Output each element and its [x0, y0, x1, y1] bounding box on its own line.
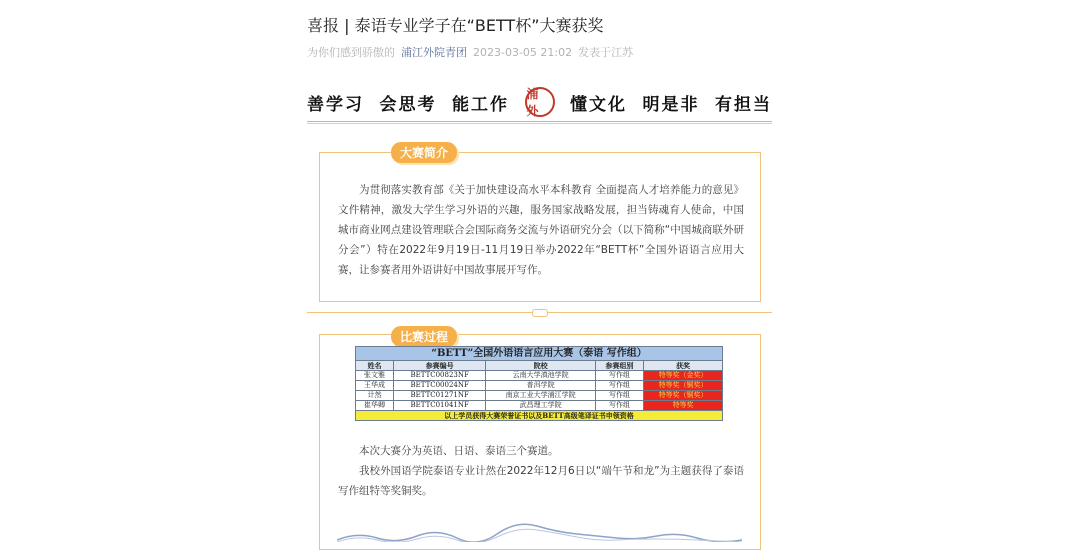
cell-id: BETTC00823NF — [393, 371, 485, 381]
table-row — [356, 371, 723, 381]
publish-time: 2023-03-05 21:02 — [473, 46, 573, 59]
cell-school: 云南大学滇池学院 — [486, 371, 596, 381]
cell-prize: 特等奖（铜奖） — [644, 391, 723, 401]
cell-name: 张文雅 — [356, 371, 394, 381]
cell-prize: 特等奖（铜奖） — [644, 381, 723, 391]
award-header-id: 参赛编号 — [393, 361, 485, 371]
cell-prize: 特等奖（金奖） — [644, 371, 723, 381]
account-link[interactable]: 浦江外院青团 — [401, 46, 467, 59]
award-table-footer: 以上学员获得大赛荣誉证书以及BETT高级笔译证书申领资格 — [356, 411, 723, 421]
cell-school: 武昌理工学院 — [486, 401, 596, 411]
process-label: 比赛过程 — [391, 326, 457, 347]
cell-prize: 特等奖 — [644, 401, 723, 411]
award-header-group: 参赛组别 — [595, 361, 643, 371]
table-row — [356, 381, 723, 391]
cell-group: 写作组 — [595, 371, 643, 381]
motto-phrase-1: 善学习 — [307, 94, 364, 115]
cell-id: BETTC01041NF — [393, 401, 485, 411]
cell-group: 写作组 — [595, 391, 643, 401]
cell-group: 写作组 — [595, 381, 643, 391]
publish-location: 发表于江苏 — [578, 46, 634, 59]
school-seal-icon: 浦外 — [525, 87, 555, 117]
award-table — [355, 346, 723, 421]
process-paragraph-1: 本次大赛分为英语、日语、泰语三个赛道。 — [359, 445, 559, 457]
cell-name: 崔华卿 — [356, 401, 394, 411]
article-meta — [307, 44, 633, 60]
process-paragraph-2: 我校外国语学院泰语专业计然在2022年12月6日以“端午节和龙”为主题获得了泰语写作组特等奖铜奖。 — [338, 465, 744, 497]
motto-phrase-5: 明是非 — [642, 94, 700, 115]
divider-ornament-icon — [532, 309, 548, 317]
award-header-prize: 获奖 — [644, 361, 723, 371]
cell-school: 普洱学院 — [486, 381, 596, 391]
award-table-title: “BETT”全国外语语言应用大赛（泰语 写作组） — [356, 347, 723, 361]
motto-underline-2 — [307, 123, 772, 124]
cell-group: 写作组 — [595, 401, 643, 411]
wave-ornament-icon — [337, 520, 742, 542]
award-header-name: 姓名 — [356, 361, 394, 371]
article — [307, 0, 772, 542]
motto-phrase-2: 会思考 — [379, 94, 437, 115]
award-header-school: 院校 — [486, 361, 596, 371]
motto-phrases — [307, 87, 772, 117]
motto-underline — [307, 121, 772, 122]
cell-id: BETTC01271NF — [393, 391, 485, 401]
cell-school: 南京工业大学浦江学院 — [486, 391, 596, 401]
cell-id: BETTC00024NF — [393, 381, 485, 391]
table-row — [356, 401, 723, 411]
table-row — [356, 391, 723, 401]
article-tagline: 为你们感到骄傲的 — [307, 46, 395, 59]
motto-phrase-3: 能工作 — [452, 94, 509, 115]
motto-phrase-4: 懂文化 — [570, 94, 627, 115]
motto-banner — [307, 80, 772, 124]
intro-label: 大赛简介 — [391, 142, 457, 163]
cell-name: 计然 — [356, 391, 394, 401]
intro-paragraph: 为贯彻落实教育部《关于加快建设高水平本科教育 全面提高人才培养能力的意见》文件精神，激发大学生学习外语的兴趣，服务国家战略发展，担当铸魂育人使命，中国城市商业网点建设管理联合会国际商务交流与外语研究分会（以下简称“中国城商联外研分会”）特在2022年9月19日-11月19日举办2022年“BETT杯”全国外语语言应用大赛，让参赛者用外语讲好中国故事展开写作。 — [338, 184, 744, 276]
motto-phrase-6: 有担当 — [715, 94, 772, 115]
article-title: 喜报 | 泰语专业学子在“BETT杯”大赛获奖 — [307, 16, 604, 35]
cell-name: 王华成 — [356, 381, 394, 391]
